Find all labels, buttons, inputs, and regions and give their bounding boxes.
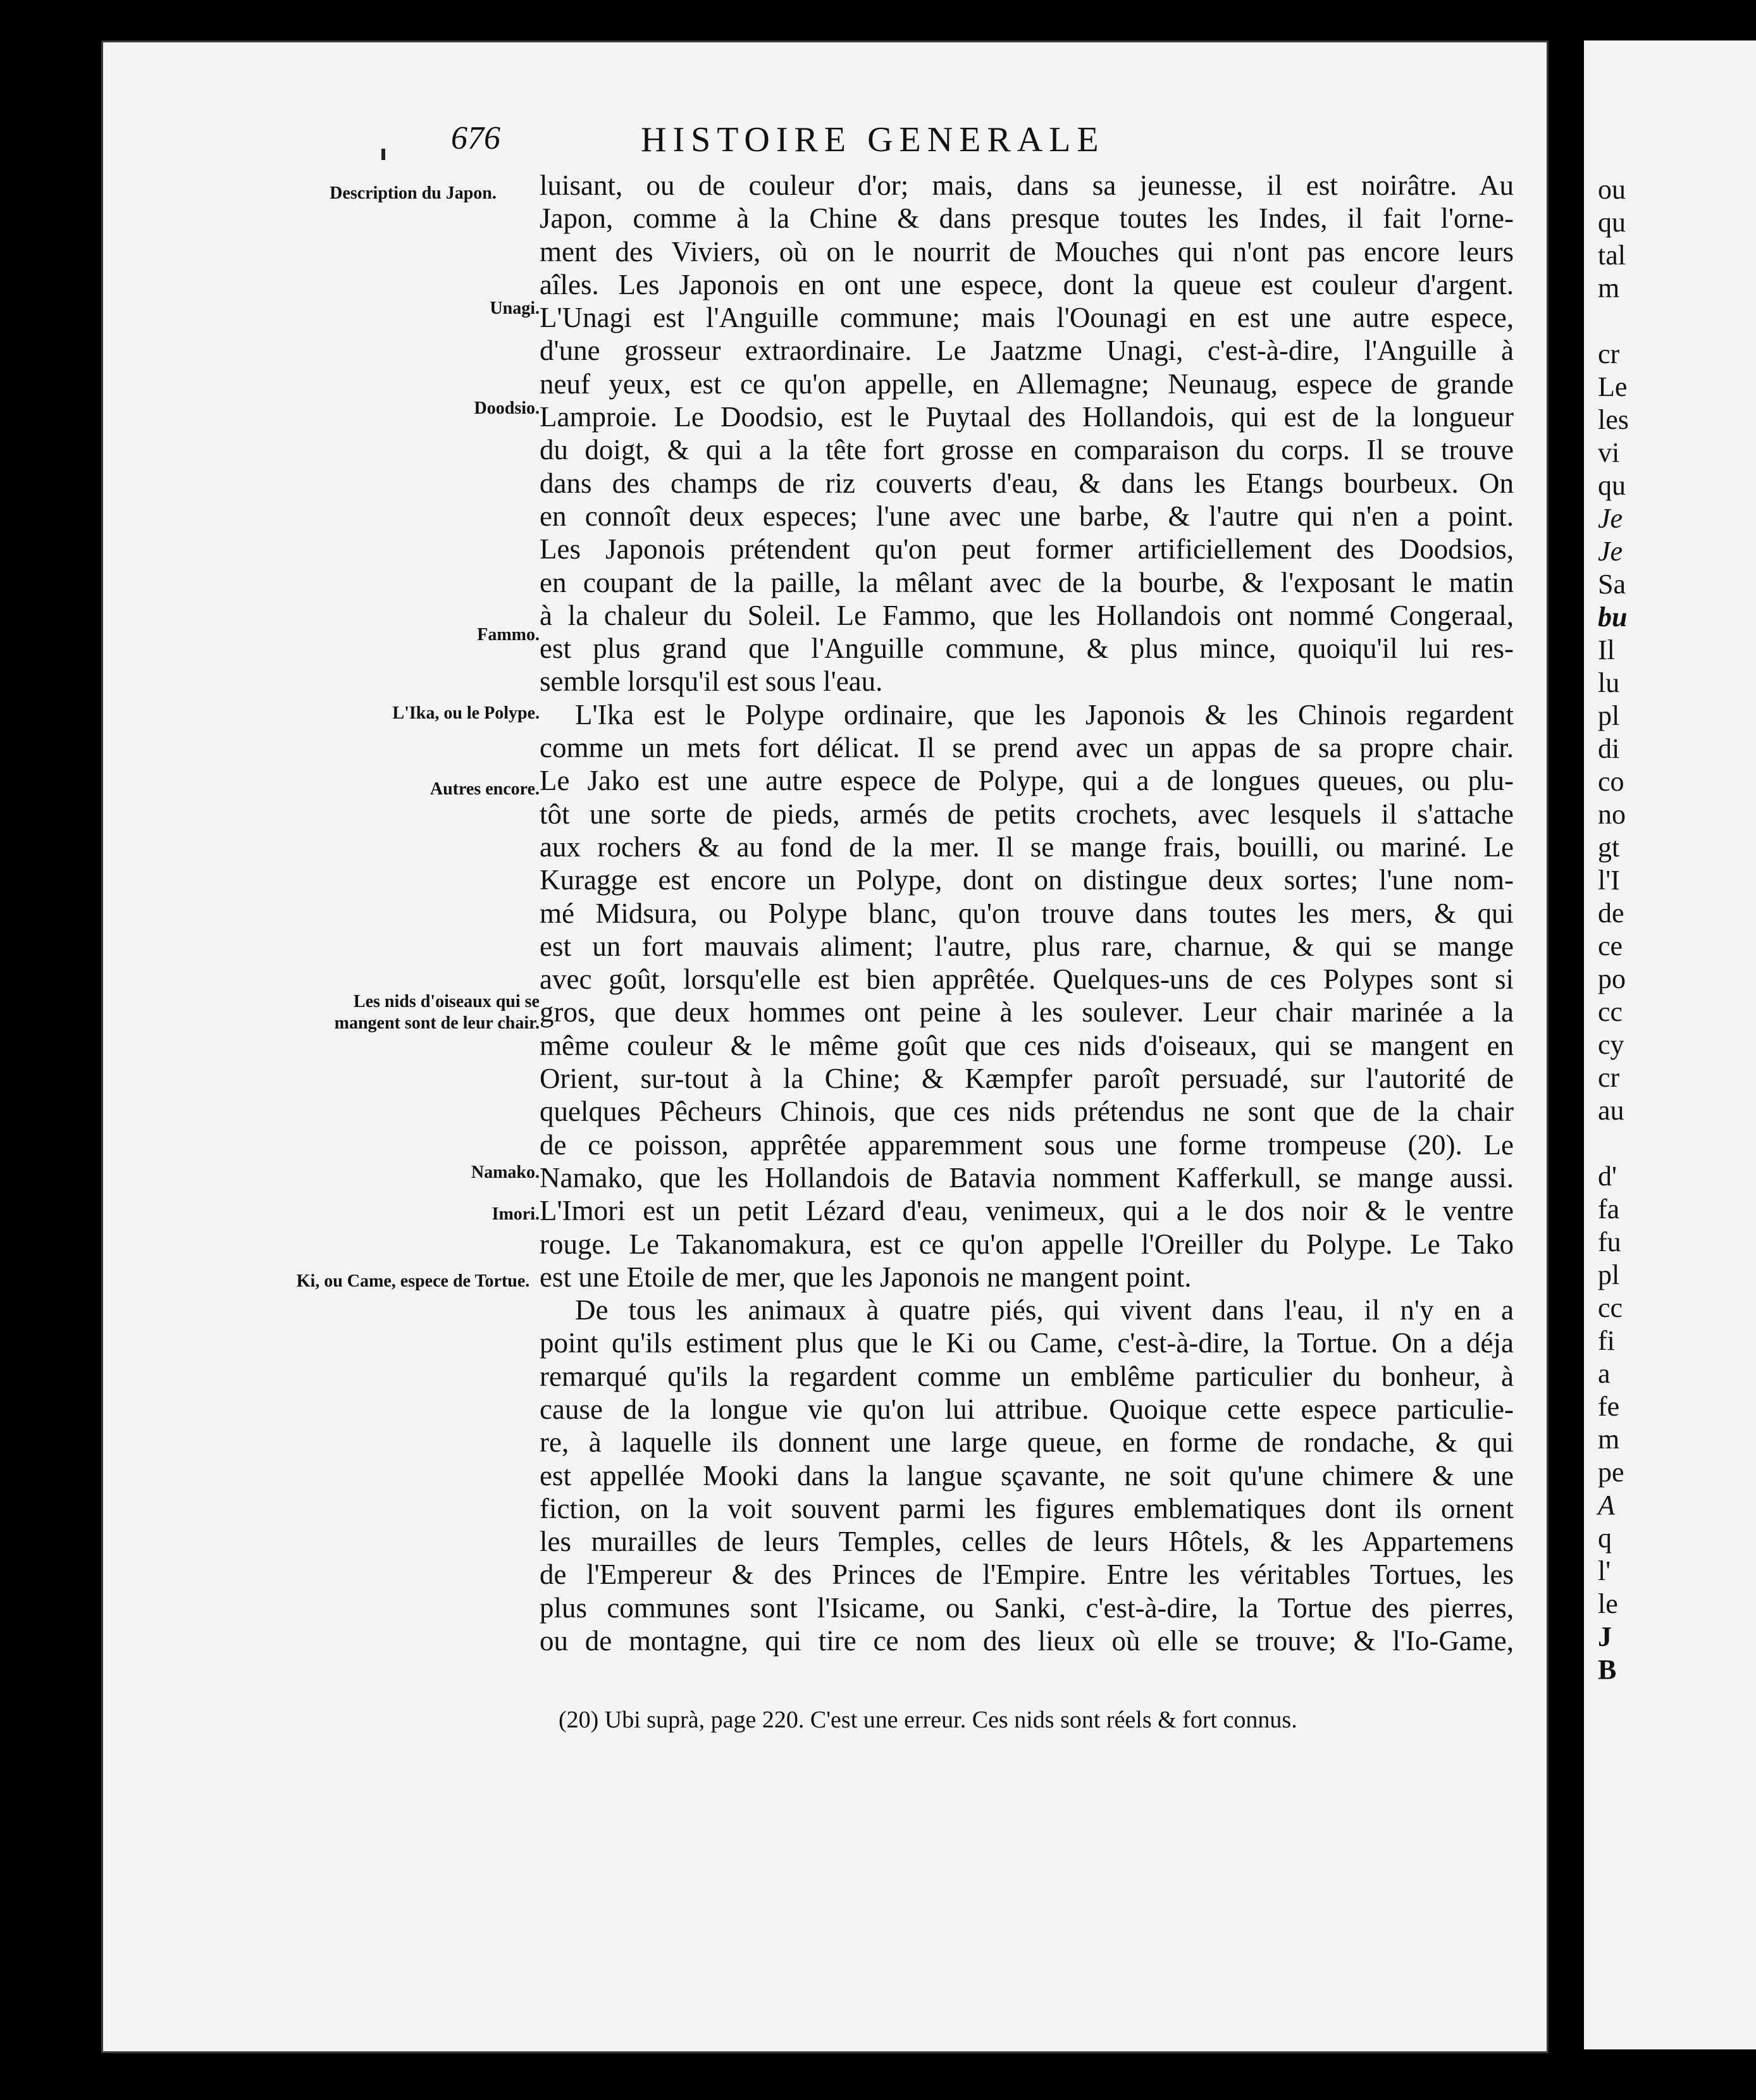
text-line: à la chaleur du Soleil. Le Fammo, que les Hollandois ont nommé Congeraal, — [540, 599, 1514, 631]
facing-page-line: fa — [1598, 1194, 1620, 1225]
facing-page-line: pe — [1598, 1457, 1624, 1488]
facing-page-line: vi — [1598, 437, 1620, 468]
facing-page-line: B — [1598, 1654, 1617, 1685]
margin-note-autres: Autres encore. — [430, 779, 540, 799]
running-title: HISTOIRE GENERALE — [641, 120, 1105, 159]
text-line: L'Ika est le Polype ordinaire, que les Japonois & les Chinois regardent — [575, 698, 1514, 731]
text-line: mé Midsura, ou Polype blanc, qu'on trouve dans toutes les mers, & qui — [540, 897, 1514, 929]
text-line: du doigt, & qui a la tête fort grosse en comparaison du corps. Il se trouve — [540, 434, 1514, 466]
text-line: de l'Empereur & des Princes de l'Empire. Entre les véritables Tortues, les — [540, 1559, 1514, 1591]
text-line: en coupant de la paille, la mêlant avec de la bourbe, & l'exposant le matin — [540, 566, 1514, 598]
facing-page-line: di — [1598, 733, 1620, 764]
facing-page-line: Je — [1598, 536, 1623, 567]
facing-page-line: co — [1598, 766, 1624, 797]
facing-page-line: po — [1598, 963, 1626, 994]
facing-page-line: a — [1598, 1358, 1611, 1389]
facing-page-line: au — [1598, 1095, 1624, 1126]
text-line: est une Etoile de mer, que les Japonois ne mangent point. — [540, 1261, 1192, 1293]
text-line: De tous les animaux à quatre piés, qui vivent dans l'eau, il n'y en a — [575, 1294, 1514, 1326]
text-line: comme un mets fort délicat. Il se prend avec un appas de sa propre chair. — [540, 732, 1514, 764]
text-line: Le Jako est une autre espece de Polype, qui a de longues queues, ou plu- — [540, 765, 1514, 797]
page-header — [103, 120, 1547, 170]
facing-page-line: m — [1598, 273, 1620, 304]
margin-note-doodsio: Doodsio. — [474, 398, 540, 418]
text-line: ou de montagne, qui tire ce nom des lieux où elle se trouve; & l'Io-Game, — [540, 1625, 1514, 1657]
facing-page-line: pl — [1598, 700, 1620, 731]
margin-note-ika: L'Ika, ou le Polype. — [392, 703, 540, 723]
facing-page-line: le — [1598, 1588, 1618, 1619]
text-line: Lamproie. Le Doodsio, est le Puytaal des Hollandois, qui est de la longueur — [540, 401, 1514, 433]
facing-page-line: cc — [1598, 1292, 1623, 1323]
facing-page-line: ou — [1598, 174, 1626, 205]
margin-note-namako: Namako. — [471, 1163, 540, 1182]
facing-page-line: d' — [1598, 1161, 1617, 1192]
text-line: gros, que deux hommes ont peine à les soulever. Leur chair marinée a la — [540, 996, 1514, 1028]
facing-page-line: A — [1598, 1490, 1615, 1521]
text-line: en connoît deux especes; l'une avec une barbe, & l'autre qui n'en a point. — [540, 500, 1514, 532]
text-line: neuf yeux, est ce qu'on appelle, en Allemagne; Neunaug, espece de grande — [540, 368, 1514, 400]
text-line: est un fort mauvais aliment; l'autre, plus rare, charnue, & qui se mange — [540, 930, 1514, 962]
facing-page-line: qu — [1598, 207, 1626, 238]
facing-page-fragment — [1584, 40, 1756, 2049]
text-line: L'Imori est un petit Lézard d'eau, venimeux, qui a le dos noir & le ventre — [540, 1195, 1514, 1227]
text-line: même couleur & le même goût que ces nids d'oiseaux, qui se mangent en — [540, 1029, 1514, 1061]
text-line: semble lorsqu'il est sous l'eau. — [540, 665, 883, 698]
facing-page-line: cr — [1598, 338, 1620, 369]
text-line: quelques Pêcheurs Chinois, que ces nids prétendus ne sont que de la chair — [540, 1096, 1514, 1128]
facing-page-line: fi — [1598, 1325, 1615, 1356]
facing-page-line: gt — [1598, 832, 1620, 863]
text-line: est plus grand que l'Anguille commune, & plus mince, quoiqu'il lui res- — [540, 633, 1514, 665]
text-line: plus communes sont l'Isicame, ou Sanki, c'est-à-dire, la Tortue des pierres, — [540, 1591, 1514, 1624]
facing-page-line: de — [1598, 898, 1624, 929]
facing-page-line: fe — [1598, 1391, 1620, 1422]
facing-page-line: lu — [1598, 667, 1620, 698]
text-line: re, à laquelle ils donnent une large queue, en forme de rondache, & qui — [540, 1426, 1514, 1459]
facing-page-line: ce — [1598, 930, 1623, 961]
facing-page-line: Je — [1598, 503, 1623, 534]
text-line: dans des champs de riz couverts d'eau, & dans les Etangs bourbeux. On — [540, 467, 1514, 499]
facing-page-line: J — [1598, 1621, 1612, 1652]
text-line: est appellée Mooki dans la langue sçavante, ne soit qu'une chimere & une — [540, 1459, 1514, 1492]
margin-note-unagi: Unagi. — [490, 299, 540, 318]
facing-page-line: cr — [1598, 1062, 1620, 1093]
text-line: les murailles de leurs Temples, celles de leurs Hôtels, & les Appartemens — [540, 1526, 1514, 1558]
margin-note-nids: Les nids d'oiseaux qui se mangent sont de leur chair. — [334, 992, 540, 1033]
text-line: Kuragge est encore un Polype, dont on distingue deux sortes; l'une nom- — [540, 864, 1514, 896]
facing-page-line: pl — [1598, 1259, 1620, 1290]
text-line: luisant, ou de couleur d'or; mais, dans sa jeunesse, il est noirâtre. Au — [540, 170, 1514, 201]
text-line: Namako, que les Hollandois de Batavia nomment Kafferkull, se mange aussi. — [540, 1161, 1514, 1194]
text-line: de ce poisson, apprêtée apparemment sous une forme trompeuse (20). Le — [540, 1128, 1514, 1161]
text-line: aîles. Les Japonois en ont une espece, dont la queue est couleur d'argent. — [540, 268, 1514, 300]
facing-page-line: Il — [1598, 634, 1615, 665]
facing-page-line: fu — [1598, 1226, 1621, 1257]
facing-page-line: Sa — [1598, 569, 1626, 600]
footnote: (20) Ubi suprà, page 220. C'est une erreur. Ces nids sont réels & fort connus. — [559, 1707, 1297, 1733]
text-line: Les Japonois prétendent qu'on peut former artificiellement des Doodsios, — [540, 533, 1514, 565]
book-page — [101, 40, 1549, 2053]
facing-page-line: cy — [1598, 1029, 1624, 1060]
text-line: remarqué qu'ils la regardent comme un emblême particulier du bonheur, à — [540, 1360, 1514, 1392]
body-text — [540, 169, 1514, 1657]
facing-page-line: l' — [1598, 1555, 1611, 1586]
facing-page-line: Le — [1598, 371, 1628, 402]
page-number: 676 — [451, 120, 500, 156]
text-line: rouge. Le Takanomakura, est ce qu'on appelle l'Oreiller du Polype. Le Tako — [540, 1228, 1514, 1260]
facing-page-line: m — [1598, 1424, 1620, 1455]
text-line: Japon, comme à la Chine & dans presque toutes les Indes, il fait l'orne- — [540, 202, 1514, 235]
facing-page-line: tal — [1598, 240, 1626, 271]
text-line: fiction, on la voit souvent parmi les figures emblematiques dont ils ornent — [540, 1492, 1514, 1524]
text-line: d'une grosseur extraordinaire. Le Jaatzme Unagi, c'est-à-dire, l'Anguille à — [540, 335, 1514, 367]
text-line: avec goût, lorsqu'elle est bien apprêtée. Quelques-uns de ces Polypes sont si — [540, 963, 1514, 996]
facing-page-line: qu — [1598, 470, 1626, 501]
text-line: tôt une sorte de pieds, armés de petits crochets, avec lesquels il s'attache — [540, 798, 1514, 830]
text-line: Orient, sur-tout à la Chine; & Kæmpfer paroît persuadé, sur l'autorité de — [540, 1063, 1514, 1095]
margin-note-description: Description du Japon. — [330, 183, 497, 203]
margin-note-fammo: Fammo. — [477, 625, 540, 645]
text-line: point qu'ils estiment plus que le Ki ou Came, c'est-à-dire, la Tortue. On a déja — [540, 1327, 1514, 1359]
facing-page-line: bu — [1598, 602, 1628, 633]
margin-note-imori: Imori. — [492, 1204, 540, 1224]
text-line: aux rochers & au fond de la mer. Il se mange frais, bouilli, ou mariné. Le — [540, 831, 1514, 863]
text-line: cause de la longue vie qu'on lui attribue. Quoique cette espece particulie- — [540, 1393, 1514, 1425]
facing-page-line: les — [1598, 404, 1629, 435]
facing-page-line: l'I — [1598, 865, 1620, 896]
text-line: ment des Viviers, où on le nourrit de Mouches qui n'ont pas encore leurs — [540, 235, 1514, 268]
facing-page-line: q — [1598, 1522, 1612, 1553]
facing-page-line: cc — [1598, 996, 1623, 1027]
margin-note-ki: Ki, ou Came, espece de Tortue. — [296, 1271, 530, 1291]
text-line: L'Unagi est l'Anguille commune; mais l'Oounagi en est une autre espece, — [540, 302, 1514, 334]
facing-page-line: no — [1598, 799, 1626, 830]
